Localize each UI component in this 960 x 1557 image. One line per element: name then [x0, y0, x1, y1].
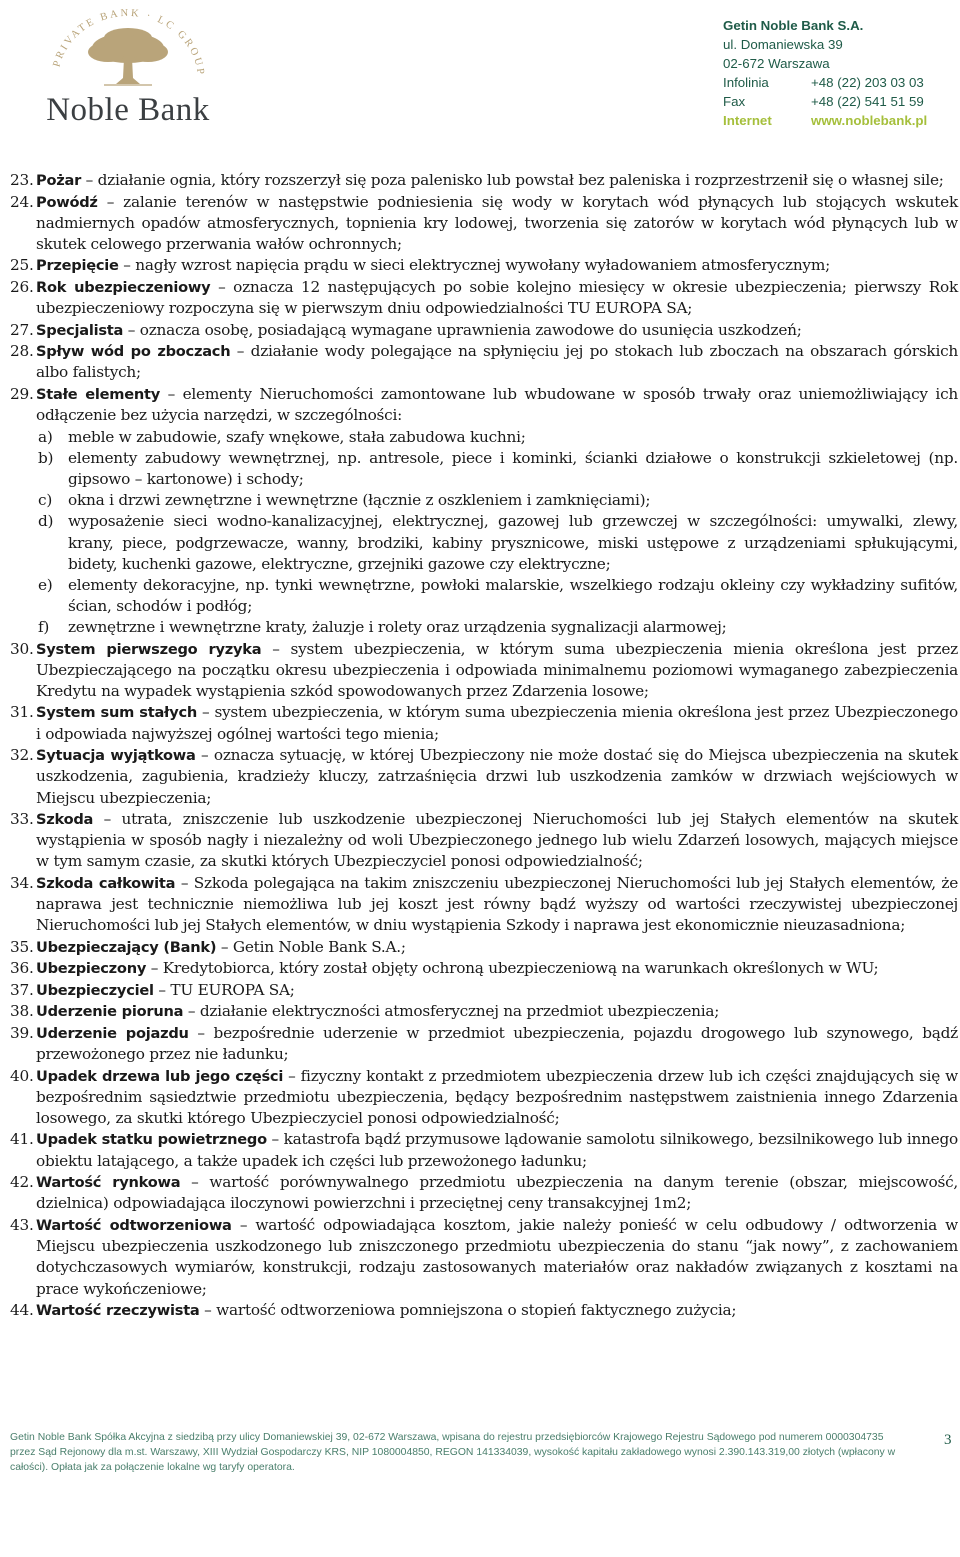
definition-term: Rok ubezpieczeniowy	[36, 278, 211, 296]
definition-item	[10, 170, 958, 191]
item-number: 43.	[10, 1215, 34, 1234]
definition-term: Przepięcie	[36, 257, 119, 275]
definition-text: – katastrofa bądź przymusowe lądowanie samolotu silnikowego, bezsilnikowego lub innego obiektu latającego, a także upadek ich części lub przewożonego ładunku;	[36, 1130, 958, 1170]
page-header	[0, 0, 960, 150]
definition-text: – Getin Noble Bank S.A.;	[216, 937, 406, 956]
sub-item-letter: c)	[38, 491, 53, 510]
definition-item	[10, 745, 958, 809]
website-link[interactable]: www.noblebank.pl	[811, 113, 928, 129]
sub-item-text: elementy dekoracyjne, np. tynki wewnętrzne, powłoki malarskie, wszelkiego rodzaju okleiny czy wykładziny sufitów, ścian, schodów i podłóg;	[68, 575, 958, 616]
definition-item	[10, 809, 958, 873]
legal-footer: Getin Noble Bank Spółka Akcyjna z siedzibą przy ulicy Domaniewskiej 39, 02-672 Warszawa, wpisana do rejestru przedsiębiorców Krajowego Rejestru Sądowego pod numerem 0000304735 przez Sąd Rejonowy dla m.st. Warszawy, XIII Wydział Gospodarczy KRS, NIP 1080004850, REGON 141334039, wysokość kapitału zakładowego wynosi 2.390.143.319,00 złotych (wpłacony w całości). Opłata jak za połączenie lokalne wg taryfy operatora.	[10, 1432, 896, 1473]
definition-text: – bezpośrednie uderzenie w przedmiot ubezpieczenia, pojazdu drogowego lub szynowego, bądź przewożonego przez nie ładunku;	[36, 1023, 958, 1064]
sub-item	[10, 448, 958, 490]
definition-term: Uderzenie pioruna	[36, 1003, 184, 1021]
noble-bank-logo	[28, 8, 228, 128]
item-number: 35.	[10, 937, 34, 956]
definition-item	[10, 255, 958, 276]
definition-item	[10, 1172, 958, 1214]
sub-item	[10, 575, 958, 617]
definition-term: Ubezpieczyciel	[36, 981, 154, 999]
sub-item-text: okna i drzwi zewnętrzne i wewnętrzne (łącznie z oszkleniem i zamknięciami);	[68, 491, 651, 510]
definition-text: – oznacza sytuację, w której Ubezpieczony nie może dostać się do Miejsca ubezpieczenia na skutek uszkodzenia, zagubienia, kradzieży kluczy, zatrzaśnięcia drzwi lub uszkodzenia zamków w drzwiach wejściowych w Miejscu ubezpieczenia;	[36, 746, 958, 807]
definition-text: – utrata, zniszczenie lub uszkodzenie ubezpieczonej Nieruchomości lub jej Stałych elementów na skutek wystąpienia w sposób nagły i niezależny od woli Ubezpieczonego jednego lub wielu Zdarzeń losowych, mających miejsce w tym samym czasie, za skutki których Ubezpieczyciel ponosi odpowiedzialność;	[36, 810, 958, 871]
contact-street: ul. Domaniewska 39	[723, 37, 843, 53]
definition-term: Wartość rynkowa	[36, 1174, 181, 1192]
definition-item	[10, 341, 958, 383]
item-number: 40.	[10, 1066, 34, 1085]
page-number: 3	[944, 1432, 952, 1448]
definition-item	[10, 639, 958, 703]
item-number: 23.	[10, 171, 34, 189]
definition-text: – działanie wody polegające na spłynięciu jej po stokach lub zboczach na obszarach górskich albo falistych;	[36, 342, 959, 382]
definition-text: – nagły wzrost napięcia prądu w sieci elektrycznej wywołany wyładowaniem atmosferycznym;	[118, 256, 830, 275]
item-number: 31.	[10, 703, 34, 722]
item-number: 34.	[10, 873, 34, 892]
definition-text: – Szkoda polegająca na takim zniszczeniu ubezpieczonej Nieruchomości lub jej Stałych elementów, że naprawa jest technicznie niemożliwa lub jej koszt jest równy bądź wyższy od wartości rzeczywistej ubezpieczonej Nieruchomości lub jej Stałych elementów, w dniu wystąpienia Szkody i naprawa jest ekonomicznie nieuzasadniona;	[36, 873, 958, 935]
item-number: 30.	[10, 639, 34, 658]
definition-item	[10, 873, 958, 937]
definition-text: – wartość odtworzeniowa pomniejszona o stopień faktycznego zużycia;	[199, 1301, 737, 1319]
internet-label: Internet	[723, 113, 772, 129]
sub-item-text: elementy zabudowy wewnętrznej, np. antresole, piece i kominki, ścianki działowe o konstrukcji szkieletowej (np. gipsowo – kartonowe) i schody;	[68, 448, 958, 488]
contact-internet	[723, 111, 953, 130]
sub-item-letter: f)	[38, 618, 50, 637]
logo-arc-text: PRIVATE BANK · LC GROUP	[51, 8, 207, 78]
definitions-list	[10, 170, 958, 1322]
definition-item	[10, 702, 958, 744]
fax-value: +48 (22) 541 51 59	[811, 94, 924, 110]
definition-text: – wartość porównywalnego przedmiotu ubezpieczenia na danym terenie (obszar, miejscowość, dzielnica) odpowiadająca iloczynowi powierzchni i przeciętnej ceny transakcyjnej 1m2;	[36, 1173, 959, 1213]
item-number: 37.	[10, 980, 34, 999]
item-number: 36.	[10, 959, 34, 978]
definition-text: – TU EUROPA SA;	[153, 980, 295, 999]
definition-item	[10, 384, 958, 426]
definition-term: Szkoda	[36, 811, 94, 829]
contact-block	[723, 16, 953, 131]
sub-item-text: wyposażenie sieci wodno-kanalizacyjnej, elektrycznej, gazowej lub grzewczej w szczególności: umywalki, zlewy, krany, piece, podgrzewacze, wanny, brodziki, kabiny prysznicowe, miski ustępowe z urządzeniami spłukującymi, bidety, kuchenki gazowe, elektryczne, grzejniki gazowe czy elektryczne;	[68, 512, 958, 573]
sub-item	[10, 617, 958, 638]
definition-term: Ubezpieczony	[36, 960, 147, 978]
definition-item	[10, 958, 958, 979]
definition-term: Ubezpieczający (Bank)	[36, 938, 217, 956]
item-number: 27.	[10, 320, 34, 339]
sub-item	[10, 511, 958, 575]
sub-item	[10, 427, 958, 448]
item-number: 26.	[10, 277, 34, 296]
definition-text: – Kredytobiorca, który został objęty ochroną ubezpieczeniową na warunkach określonych w WU;	[146, 959, 879, 978]
definition-text: – fizyczny kontakt z przedmiotem ubezpieczenia drzew lub ich części znajdujących się w bezpośrednim sąsiedztwie przedmiotu ubezpieczenia, będący bezpośrednim następstwem zaistnienia innego Zdarzenia losowego, za skutki którego Ubezpieczyciel ponosi odpowiedzialność;	[36, 1066, 958, 1127]
definition-term: Spływ wód po zboczach	[36, 343, 231, 361]
item-number: 24.	[10, 192, 34, 211]
sub-item	[10, 490, 958, 511]
definition-item	[10, 1023, 958, 1065]
contact-city: 02-672 Warszawa	[723, 56, 830, 72]
definition-term: Wartość rzeczywista	[36, 1302, 200, 1319]
definition-item	[10, 1066, 958, 1130]
definition-term: Pożar	[36, 172, 82, 189]
definition-term: Powódź	[36, 193, 98, 211]
sub-item-letter: e)	[38, 575, 53, 594]
logo-wordmark: Noble Bank	[46, 92, 210, 128]
definition-text: – oznacza 12 następujących po sobie kolejno miesięcy w okresie ubezpieczenia; pierwszy Rok ubezpieczeniowy rozpoczyna się w pierwszym dniu odpowiedzialności TU EUROPA SA;	[36, 277, 958, 318]
definition-text: – system ubezpieczenia, w którym suma ubezpieczenia mienia określona jest przez Ubezpieczonego i odpowiada najwyższej ogólnej wartości tego mienia;	[36, 703, 958, 743]
definition-text: – system ubezpieczenia, w którym suma ubezpieczenia mienia określona jest przez Ubezpieczającego na początku okresu ubezpieczenia i odpowiada minimalnemu poziomowi wymaganego zabezpieczenia Kredytu na wypadek wystąpienia szkód spowodowanych przez Zdarzenia losowe;	[36, 639, 958, 700]
definition-item	[10, 1215, 958, 1300]
sub-item-letter: b)	[38, 448, 54, 467]
definition-text: – zalanie terenów w następstwie podniesienia się wody w korytach wód płynących lub stojących wskutek nadmiernych opadów atmosferycznych, topnienia kry lodowej, tworzenia się zatorów w korytach wód płynących lub w skutek celowego przerwania wałów ochronnych;	[36, 192, 958, 253]
definition-term: Upadek statku powietrznego	[36, 1131, 267, 1149]
item-number: 39.	[10, 1023, 34, 1042]
definition-text: – wartość odpowiadająca kosztom, jakie należy ponieść w celu odbudowy / odtworzenia w Miejscu ubezpieczenia uszkodzonego lub zniszczonego przedmiotu ubezpieczenia do stanu “jak nowy”, z zachowaniem dotychczasowych wymiarów, konstrukcji, rodzaju zastosowanych materiałów oraz nakładów związanych z kosztami na prace wykończeniowe;	[36, 1215, 958, 1298]
contact-infolinia	[723, 73, 953, 92]
sub-item-text: meble w zabudowie, szafy wnękowe, stała zabudowa kuchni;	[68, 427, 526, 446]
definition-term: Szkoda całkowita	[36, 874, 176, 892]
definition-text: – działanie elektryczności atmosferycznej na przedmiot ubezpieczenia;	[183, 1002, 720, 1021]
sub-item-text: zewnętrzne i wewnętrzne kraty, żaluzje i rolety oraz urządzenia sygnalizacji alarmowej;	[68, 618, 727, 637]
definition-term: Stałe elementy	[36, 385, 160, 403]
definition-term: Upadek drzewa lub jego części	[36, 1067, 284, 1085]
infolinia-label: Infolinia	[723, 75, 769, 91]
definition-text: – oznacza osobę, posiadającą wymagane uprawnienia zawodowe do usunięcia uszkodzeń;	[123, 320, 802, 339]
definition-item	[10, 1001, 958, 1022]
definition-term: Specjalista	[36, 321, 124, 339]
tree-emblem-icon	[28, 8, 228, 98]
definition-term: Uderzenie pojazdu	[36, 1024, 189, 1042]
item-number: 32.	[10, 746, 34, 765]
definition-term: Sytuacja wyjątkowa	[36, 747, 196, 765]
contact-fax	[723, 92, 953, 111]
item-number: 33.	[10, 810, 34, 829]
fax-label: Fax	[723, 94, 746, 110]
definition-item	[10, 320, 958, 341]
definition-text: – elementy Nieruchomości zamontowane lub wbudowane w sposób trwały oraz uniemożliwiający ich odłączenie bez użycia narzędzi, w szczególności:	[36, 384, 958, 425]
definition-item	[10, 277, 958, 319]
definition-item	[10, 937, 958, 958]
definition-text: – działanie ognia, który rozszerzył się poza palenisko lub powstał bez paleniska i rozprzestrzenił się o własnej sile;	[81, 171, 944, 189]
item-number: 42.	[10, 1173, 34, 1192]
definition-item	[10, 1129, 958, 1171]
item-number: 28.	[10, 342, 34, 361]
definition-item	[10, 1300, 958, 1321]
definition-item	[10, 980, 958, 1001]
definition-term: Wartość odtworzeniowa	[36, 1216, 232, 1234]
definition-term: System pierwszego ryzyka	[36, 640, 262, 658]
infolinia-value: +48 (22) 203 03 03	[811, 75, 924, 91]
item-number: 44.	[10, 1301, 34, 1319]
item-number: 25.	[10, 256, 34, 275]
item-number: 38.	[10, 1002, 34, 1021]
sub-item-letter: a)	[38, 427, 53, 446]
item-number: 29.	[10, 384, 34, 403]
item-number: 41.	[10, 1130, 34, 1149]
definition-term: System sum stałych	[36, 704, 198, 722]
sub-item-letter: d)	[38, 512, 54, 531]
contact-bank-name: Getin Noble Bank S.A.	[723, 18, 864, 33]
definition-item	[10, 192, 958, 256]
